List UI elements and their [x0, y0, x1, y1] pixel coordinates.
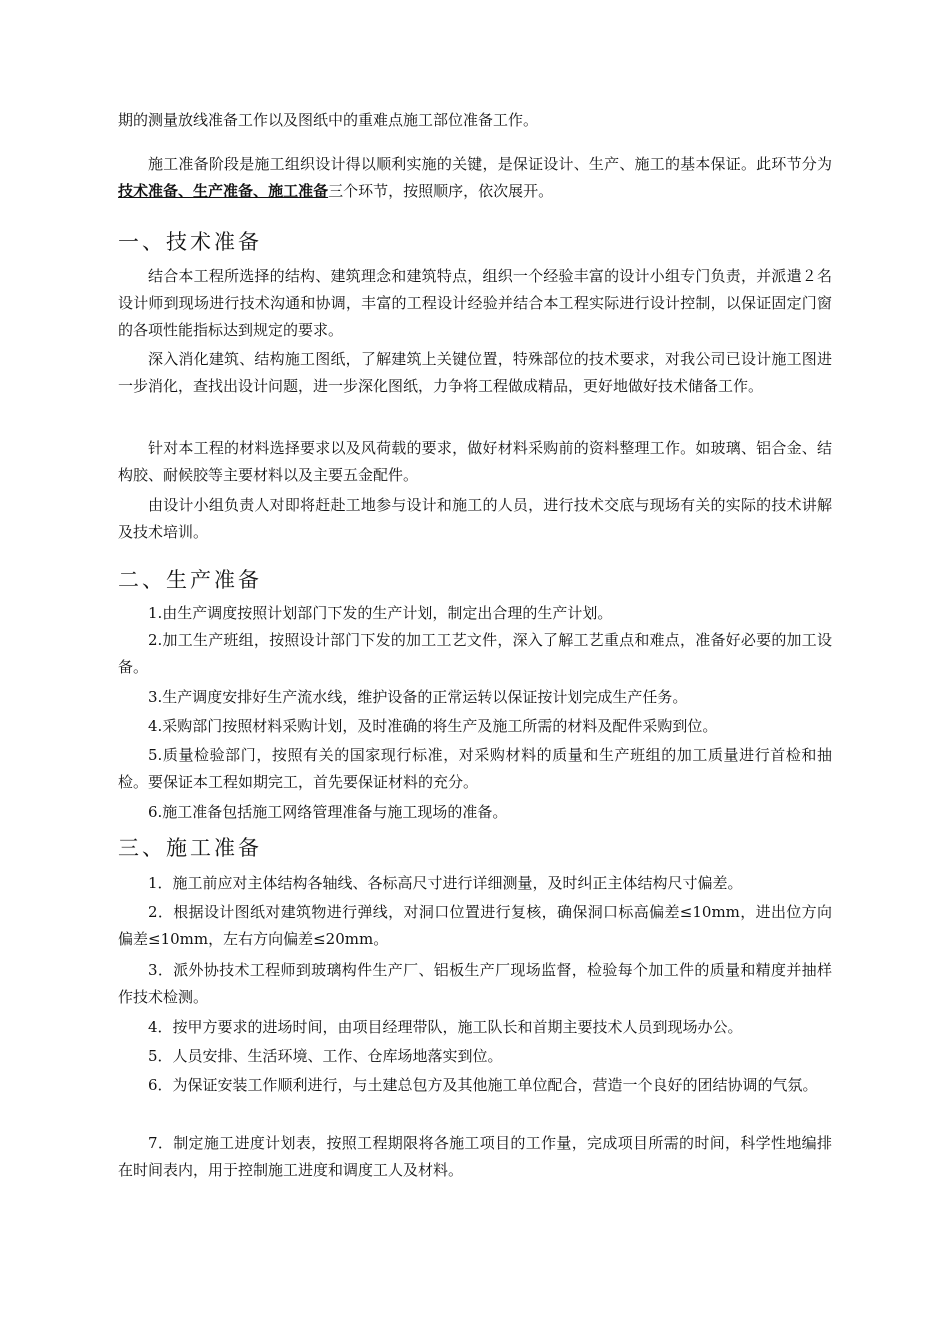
intro-line: 期的测量放线准备工作以及图纸中的重难点施工部位准备工作。: [118, 111, 539, 129]
keyword-separator: 、: [178, 182, 194, 200]
construction-item: 5．人员安排、生活环境、工作、仓库场地落实到位。: [148, 1047, 503, 1065]
construction-item: 2．根据设计图纸对建筑物进行弹线，对洞口位置进行复核，确保洞口标高偏差≤10mm，进出位方向偏差≤10mm，左右方向偏差≤20mm。: [118, 903, 832, 948]
section-heading-construction: 三、施工准备: [118, 836, 262, 860]
keyword-production-prep: 生产准备: [193, 182, 254, 200]
prep-text-before: 施工准备阶段是施工组织设计得以顺利实施的关键，是保证设计、生产、施工的基本保证。此环节分为: [148, 155, 832, 173]
keyword-tech-prep: 技术准备: [118, 182, 179, 200]
tech-paragraph: 由设计小组负责人对即将赶赴工地参与设计和施工的人员，进行技术交底与现场有关的实际的技术讲解及技术培训。: [118, 496, 832, 541]
keyword-separator: 、: [253, 182, 269, 200]
production-item: 4.采购部门按照材料采购计划，及时准确的将生产及施工所需的材料及配件采购到位。: [148, 717, 718, 735]
production-item: 2.加工生产班组，按照设计部门下发的加工工艺文件，深入了解工艺重点和难点，准备好必要的加工设备。: [118, 631, 832, 676]
production-item: 1.由生产调度按照计划部门下发的生产计划，制定出合理的生产计划。: [148, 604, 613, 622]
construction-item: 1．施工前应对主体结构各轴线、各标高尺寸进行详细测量，及时纠正主体结构尺寸偏差。: [148, 874, 743, 892]
construction-item: 3．派外协技术工程师到玻璃构件生产厂、铝板生产厂现场监督，检验每个加工件的质量和精度并抽样作技术检测。: [118, 961, 832, 1006]
construction-item: 4．按甲方要求的进场时间，由项目经理带队，施工队长和首期主要技术人员到现场办公。: [148, 1018, 743, 1036]
production-item: 5.质量检验部门，按照有关的国家现行标准，对采购材料的质量和生产班组的加工质量进行首检和抽检。要保证本工程如期完工，首先要保证材料的充分。: [118, 746, 832, 791]
tech-paragraph: 结合本工程所选择的结构、建筑理念和建筑特点，组织一个经验丰富的设计小组专门负责，并派遣２名设计师到现场进行技术沟通和协调，丰富的工程设计经验并结合本工程实际进行设计控制，以保证固定门窗的各项性能指标达到规定的要求。: [118, 267, 832, 339]
section-heading-production: 二、生产准备: [118, 568, 262, 592]
keyword-construction-prep: 施工准备: [268, 182, 329, 200]
tech-paragraph: 深入消化建筑、结构施工图纸，了解建筑上关键位置，特殊部位的技术要求，对我公司已设计施工图进一步消化，查找出设计问题，进一步深化图纸，力争将工程做成精品，更好地做好技术储备工作。: [118, 350, 832, 395]
construction-item: 6．为保证安装工作顺利进行，与土建总包方及其他施工单位配合，营造一个良好的团结协调的气氛。: [148, 1076, 818, 1094]
section-heading-tech: 一、技术准备: [118, 230, 262, 254]
prep-text-after: 三个环节，按照顺序，依次展开。: [328, 182, 554, 200]
production-item: 3.生产调度安排好生产流水线，维护设备的正常运转以保证按计划完成生产任务。: [148, 688, 688, 706]
construction-item: 7．制定施工进度计划表，按照工程期限将各施工项目的工作量，完成项目所需的时间，科学性地编排在时间表内，用于控制施工进度和调度工人及材料。: [118, 1134, 832, 1179]
production-item: 6.施工准备包括施工网络管理准备与施工现场的准备。: [148, 803, 508, 821]
tech-paragraph: 针对本工程的材料选择要求以及风荷载的要求，做好材料采购前的资料整理工作。如玻璃、铝合金、结构胶、耐候胶等主要材料以及主要五金配件。: [118, 439, 832, 484]
prep-paragraph: [118, 151, 832, 205]
